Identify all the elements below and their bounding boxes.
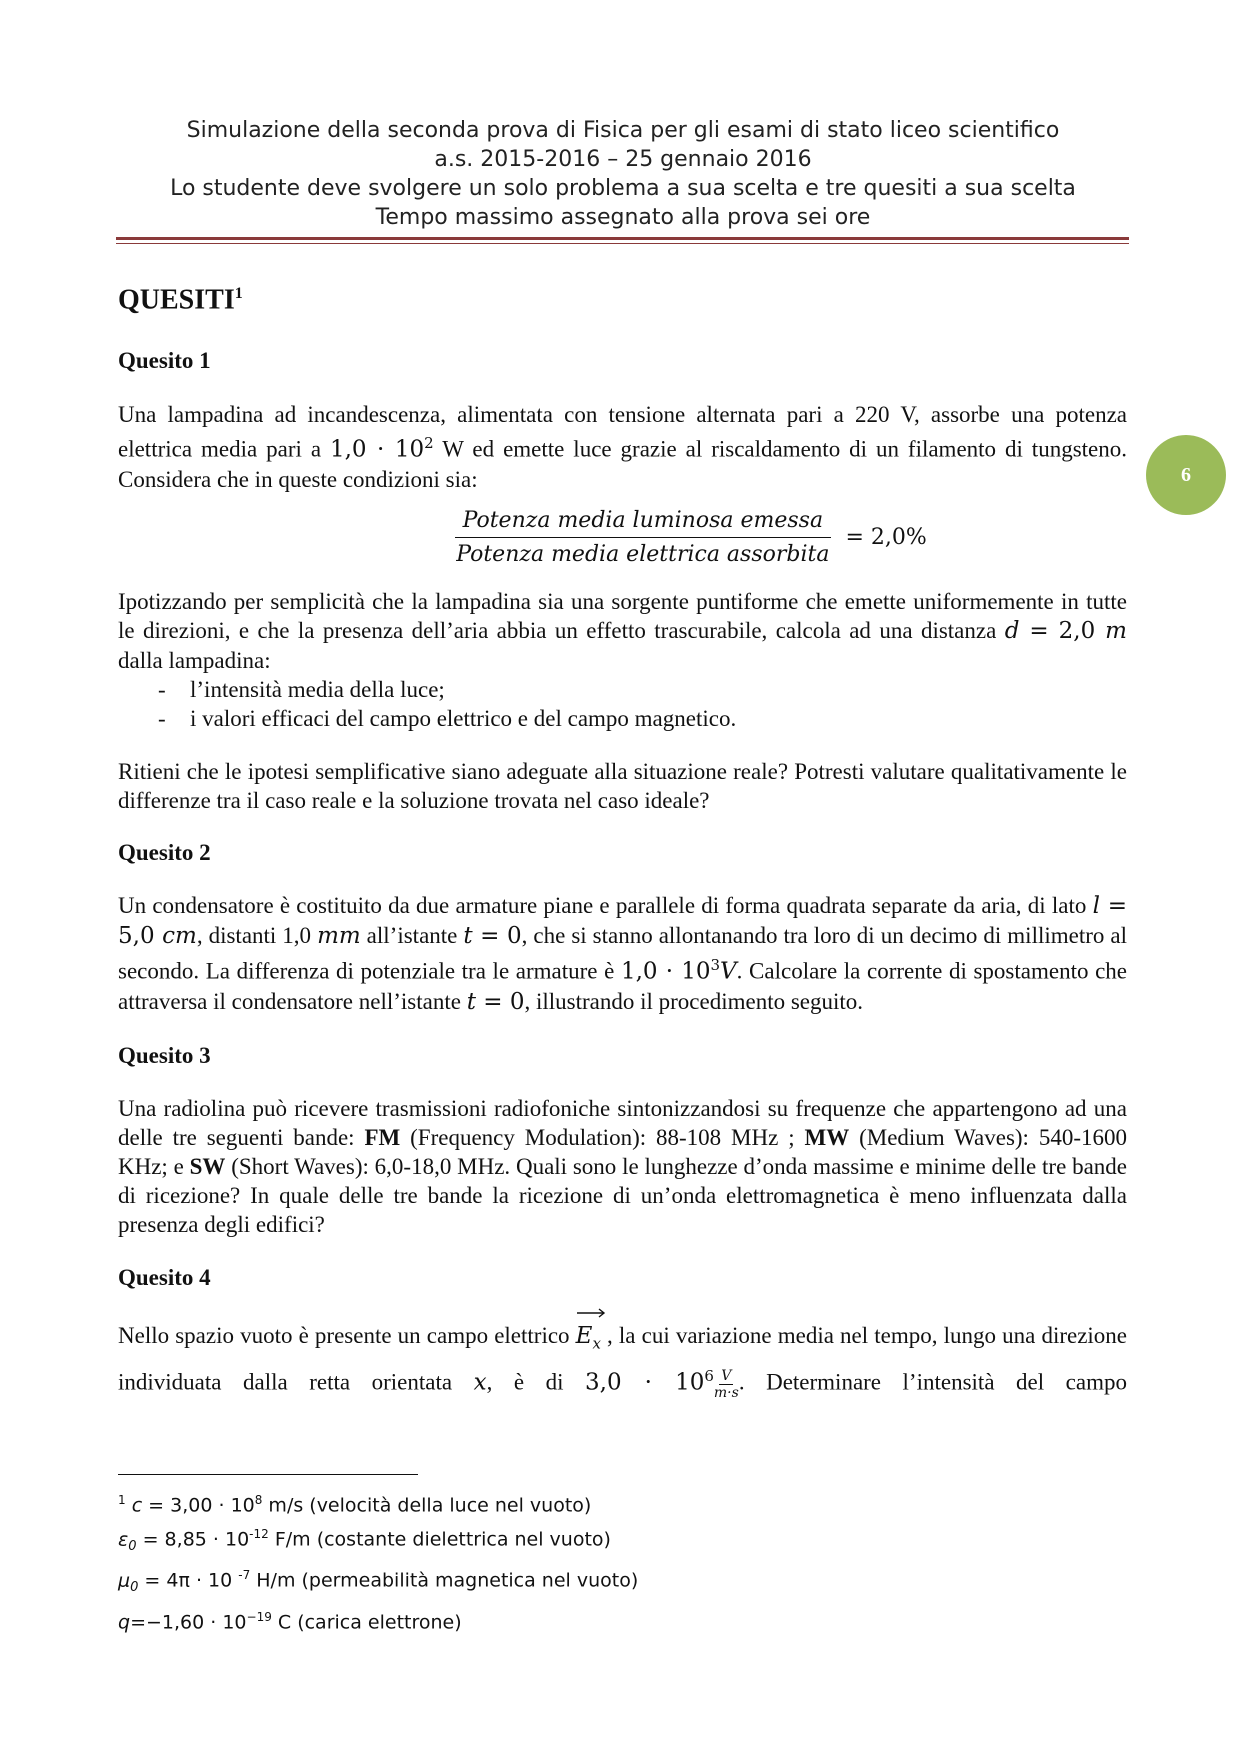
quesito-1-paragraph-1 [118, 400, 1127, 494]
quesito-3-paragraph [118, 1094, 1127, 1239]
header-rule-thin [116, 243, 1129, 244]
q4-rate-exponent: 6 [704, 1367, 714, 1386]
q2-time-var-2: t [466, 988, 476, 1015]
q1-text-b: W ed emette luce grazie al riscaldamento di un filamento di tungsteno. Considera che in queste condizioni sia: [118, 436, 1127, 492]
section-footnote-ref: 1 [234, 285, 243, 302]
footnote-permittivity [118, 1520, 638, 1561]
quesito-1-list [118, 675, 1127, 733]
list-item-text: l’intensità media della luce; [190, 676, 445, 702]
quesito-4-paragraph [118, 1319, 1127, 1401]
q1-distance-var: d [1004, 617, 1020, 644]
document-body [118, 270, 1127, 1401]
list-marker: - [158, 676, 166, 702]
q2-distance-unit: mm [317, 922, 361, 949]
q4-axis-var: x [473, 1369, 487, 1396]
list-item-text: i valori efficaci del campo elettrico e del campo magnetico. [190, 705, 737, 731]
vector-base: E [575, 1322, 593, 1349]
q3-band-fm: FM [364, 1124, 401, 1150]
footnote-value: = 8,85 · 10 [136, 1528, 250, 1551]
q4-rate-unit [714, 1368, 739, 1401]
footnote-exponent: 8 [254, 1493, 263, 1507]
vector-subscript: x [592, 1334, 601, 1353]
q2-text-4: , che si stanno allontanando tra loro di un decimo di millimetro al secondo. La differenza di potenziale tra le armature è [118, 922, 1127, 984]
efficiency-fraction [448, 508, 837, 567]
q1-distance-value: = 2,0 [1019, 617, 1106, 644]
q1-power-exponent: 2 [424, 434, 434, 453]
footnote-symbol: μ [118, 1569, 131, 1592]
footnote-separator [118, 1474, 418, 1475]
quesito-3-title: Quesito 3 [118, 1042, 211, 1068]
q2-side-var: l [1092, 892, 1100, 919]
list-item [118, 675, 1127, 704]
q3-band-sw: SW [189, 1153, 226, 1179]
q2-text-6: , illustrando il procedimento seguito. [524, 988, 864, 1014]
q4-text-2: , la cui variazione media nel tempo, lungo una direzione individuata dalla retta orientata [118, 1322, 1128, 1395]
quesito-1-paragraph-3: Ritieni che le ipotesi semplificative siano adeguate alla situazione reale? Potresti valutare qualitativamente le differenze tra il caso reale e la soluzione trovata nel caso ideale? [118, 758, 1127, 813]
fraction-numerator: Potenza media luminosa emessa [455, 508, 832, 538]
footnote-permeability [118, 1561, 638, 1602]
q2-voltage-unit: V [720, 958, 737, 985]
q2-text-3: all’istante [360, 922, 464, 948]
section-title [118, 274, 1127, 320]
header-line-4: Tempo massimo assegnato alla prova sei ore [375, 205, 871, 230]
header-line-1: Simulazione della seconda prova di Fisica per gli esami di stato liceo scientifico [186, 118, 1060, 143]
quesito-4-title: Quesito 4 [118, 1264, 211, 1290]
footnote-subscript: 0 [130, 1580, 139, 1596]
footnotes [118, 1486, 638, 1637]
quesito-2-title: Quesito 2 [118, 839, 211, 865]
footnote-subscript: 0 [128, 1539, 137, 1555]
footnote-symbol: q [118, 1610, 131, 1633]
q2-time-value: = 0 [472, 922, 522, 949]
q2-side-unit: cm [162, 922, 197, 949]
fraction-denominator: Potenza media elettrica assorbita [456, 541, 830, 567]
footnote-value: = 3,00 · 10 [142, 1494, 255, 1517]
q4-text-4: . Determinare l’intensità del campo [738, 1369, 1127, 1395]
electric-field-vector [576, 1320, 601, 1361]
q2-text-1: Un condensatore è costituito da due armature piane e parallele di forma quadrata separate da aria, di lato [118, 892, 1093, 918]
q1-text-a: Una lampadina ad incandescenza, alimentata con tensione alternata pari a 220 V, assorbe una potenza elettrica media pari a [118, 402, 1127, 462]
q3-text-2: (Frequency Modulation): 88-108 MHz ; [400, 1124, 805, 1150]
q2-side-value: = 5,0 [118, 892, 1128, 949]
document-header [118, 116, 1128, 232]
q4-rate-value: 3,0 · 10 [585, 1369, 705, 1396]
q2-time-value-2: = 0 [475, 988, 525, 1015]
page-number-badge: 6 [1146, 435, 1226, 515]
q3-text-1: Una radiolina può ricevere trasmissioni radiofoniche sintonizzandosi su frequenze che appartengono ad una delle tre seguenti bande: [118, 1095, 1127, 1150]
quesito-1-title: Quesito 1 [118, 348, 211, 374]
q2-time-var: t [463, 922, 473, 949]
q1-p2-tail: dalla lampadina: [118, 647, 271, 673]
footnote-exponent: −19 [246, 1609, 272, 1624]
q1-power-value: 1,0 · 10 [329, 436, 425, 463]
quesito-2-paragraph [118, 891, 1127, 1017]
q1-distance-unit: m [1105, 617, 1127, 644]
footnote-symbol: c [131, 1494, 143, 1517]
q3-text-3: (Medium Waves): 540-1600 KHz; e [118, 1124, 1127, 1179]
q2-voltage-exponent: 3 [710, 955, 721, 974]
footnote-electron-charge [118, 1603, 638, 1637]
section-title-text: QUESITI [118, 284, 235, 316]
footnote-exponent: -12 [249, 1527, 269, 1542]
vector-arrow-icon [576, 1308, 606, 1318]
list-marker: - [158, 705, 166, 731]
q4-text-1: Nello spazio vuoto è presente un campo elettrico [118, 1322, 576, 1348]
footnote-value: = 4π · 10 [138, 1569, 239, 1592]
q2-text-5: . Calcolare la corrente di spostamento che attraversa il condensatore nell’istante [118, 958, 1128, 1014]
footnote-description: m/s (velocità della luce nel vuoto) [262, 1494, 592, 1517]
unit-denominator: m·s [713, 1385, 739, 1402]
q1-p2-text: Ipotizzando per semplicità che la lampadina sia una sorgente puntiforme che emette uniformemente in tutte le direzioni, e che la presenza dell’aria abbia un effetto trascurabile, calcola ad una distanza [118, 588, 1127, 643]
efficiency-value: = 2,0% [845, 524, 927, 550]
footnote-value: =−1,60 · 10 [130, 1610, 247, 1633]
efficiency-formula [118, 508, 1127, 567]
footnote-exponent: -7 [238, 1568, 251, 1583]
footnote-description: F/m (costante dielettrica nel vuoto) [268, 1528, 611, 1551]
quesito-1-paragraph-2 [118, 587, 1127, 675]
header-line-3: Lo studente deve svolgere un solo problema a sua scelta e tre quesiti a sua scelta [170, 176, 1076, 201]
footnote-light-speed [118, 1486, 638, 1520]
q3-text-4: (Short Waves): 6,0-18,0 MHz. Quali sono le lunghezze d’onda massime e minime delle tre bande di ricezione? In quale delle tre bande la ricezione di un’onda elettromagnetica è meno influenzata dalla presenza degli edifici? [118, 1153, 1127, 1237]
header-line-2: a.s. 2015-2016 – 25 gennaio 2016 [434, 147, 812, 172]
q2-voltage-value: 1,0 · 10 [620, 958, 711, 985]
header-rule-thick [116, 237, 1129, 240]
q3-band-mw: MW [804, 1124, 850, 1150]
q2-text-2: , distanti 1,0 [196, 922, 318, 948]
q4-text-3: , è di [486, 1369, 586, 1395]
unit-numerator: V [721, 1368, 732, 1385]
footnote-description: H/m (permeabilità magnetica nel vuoto) [250, 1569, 639, 1592]
footnote-symbol: ε [118, 1528, 129, 1551]
footnote-description: C (carica elettrone) [271, 1610, 462, 1633]
footnote-mark: 1 [118, 1493, 126, 1507]
list-item [118, 704, 1127, 733]
